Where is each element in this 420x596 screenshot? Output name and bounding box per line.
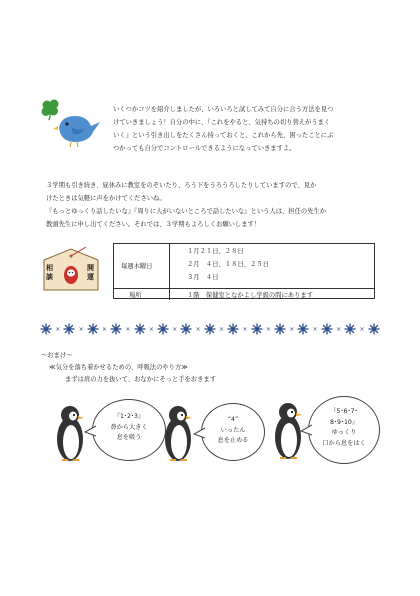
- notice-paragraph: [46, 179, 326, 231]
- snowflake-icon: [87, 323, 99, 335]
- cross-mark-icon: ×: [148, 325, 154, 333]
- bird-icon: [53, 110, 103, 148]
- bubble-line: 口から息をはく: [322, 439, 366, 447]
- bubble-line: 『5･6･7･: [330, 408, 358, 415]
- snowflake-icon: [63, 323, 75, 335]
- cross-mark-icon: ×: [55, 325, 61, 333]
- snowflake-icon: [157, 323, 169, 335]
- snowflake-icon: [40, 323, 52, 335]
- snowflake-icon: [368, 323, 380, 335]
- bubble-line: 息を止める: [217, 437, 249, 444]
- ema-left-text: 相談: [46, 264, 53, 281]
- snowflake-icon: [297, 323, 309, 335]
- bubble-line: 『1･2･3』: [113, 413, 145, 420]
- schedule-day-label: 毎週木曜日: [121, 263, 153, 270]
- cross-mark-icon: ×: [125, 325, 131, 333]
- snowflake-icon: [204, 323, 216, 335]
- cross-mark-icon: ×: [359, 325, 365, 333]
- bubble-line: 息を吸う: [116, 434, 142, 441]
- schedule-place-cell: [114, 288, 170, 300]
- snowflake-icon: [110, 323, 122, 335]
- cross-mark-icon: ×: [242, 325, 248, 333]
- intro-line: いく』という引き出しをたくさん持っておくと、これから先、困ったことにぶ: [113, 132, 334, 139]
- snowflake-icon: [321, 323, 333, 335]
- intro-line: いくつかコツを紹介しましたが、いろいろと試してみて自分に合う方法を見つ: [113, 106, 334, 113]
- snowflake-icon: [180, 323, 192, 335]
- bubble-line: 鼻から大きく: [110, 423, 148, 431]
- penguin-icon: [161, 404, 195, 464]
- schedule-date: ３月 ４日: [187, 274, 219, 281]
- cross-mark-icon: ×: [336, 325, 342, 333]
- speech-bubble-hold: [193, 403, 265, 461]
- bubble-line: ゆっくり: [331, 429, 357, 436]
- omake-heading: ～おまけ～: [41, 352, 73, 359]
- omake-instruction: まずは肩の力を抜いて、おなかにそっと手をおきます: [65, 376, 216, 383]
- schedule-table: [113, 243, 375, 299]
- snowflake-divider: [40, 322, 380, 336]
- cross-mark-icon: ×: [78, 325, 84, 333]
- speech-bubble-inhale: [84, 399, 166, 461]
- cross-mark-icon: ×: [195, 325, 201, 333]
- cross-mark-icon: ×: [219, 325, 225, 333]
- bubble-line: “4”: [227, 416, 239, 423]
- schedule-day-cell: [114, 244, 170, 288]
- schedule-place-value-cell: [170, 288, 374, 300]
- notice-line: けたときは気軽に声をかけてくださいね。: [46, 195, 166, 202]
- cross-mark-icon: ×: [312, 325, 318, 333]
- schedule-date: １月２１日、２８日: [187, 248, 244, 255]
- speech-bubble-exhale: [300, 396, 380, 464]
- notice-line: ３学期も引き続き、昼休みに教室をのぞいたり、ろう下をうろうろしたりしていますので、見か: [46, 182, 317, 189]
- ema-plaque: [40, 246, 102, 292]
- intro-line: けていきましょう！自分の中に、『これをやると、気持ちの切り替えがうまく: [113, 119, 331, 126]
- penguin-icon: [53, 404, 87, 464]
- intro-line: つかっても自分でコントロールできるようになっていきますよ。: [113, 145, 296, 152]
- schedule-place-label: 場所: [129, 292, 142, 299]
- notice-line: 教頭先生に申し出てください。それでは、３学期もよろしくお願いします！: [46, 221, 261, 228]
- cross-mark-icon: ×: [172, 325, 178, 333]
- cross-mark-icon: ×: [102, 325, 108, 333]
- bubble-line: いったん: [220, 426, 246, 434]
- cross-mark-icon: ×: [265, 325, 271, 333]
- snowflake-icon: [344, 323, 356, 335]
- snowflake-icon: [274, 323, 286, 335]
- cross-mark-icon: ×: [289, 325, 295, 333]
- omake-title: ≪気分を落ち着かせるための、呼吸法のやり方≫: [49, 364, 188, 371]
- schedule-place-value: １階 保健室となかよし学級の間にあります: [187, 292, 313, 299]
- snowflake-icon: [134, 323, 146, 335]
- bubble-line: 8･9･10』: [329, 418, 359, 426]
- ema-right-text: 開運: [87, 264, 94, 281]
- notice-line: 『もっとゆっくり話したいな』『周りに人がいないところで話したいな』という人は、担任の先生か: [46, 208, 327, 215]
- intro-paragraph: [113, 103, 333, 155]
- schedule-dates-cell: [170, 244, 374, 288]
- snowflake-icon: [227, 323, 239, 335]
- schedule-date: ２月 ４日、１８日、２５日: [187, 261, 269, 268]
- snowflake-icon: [251, 323, 263, 335]
